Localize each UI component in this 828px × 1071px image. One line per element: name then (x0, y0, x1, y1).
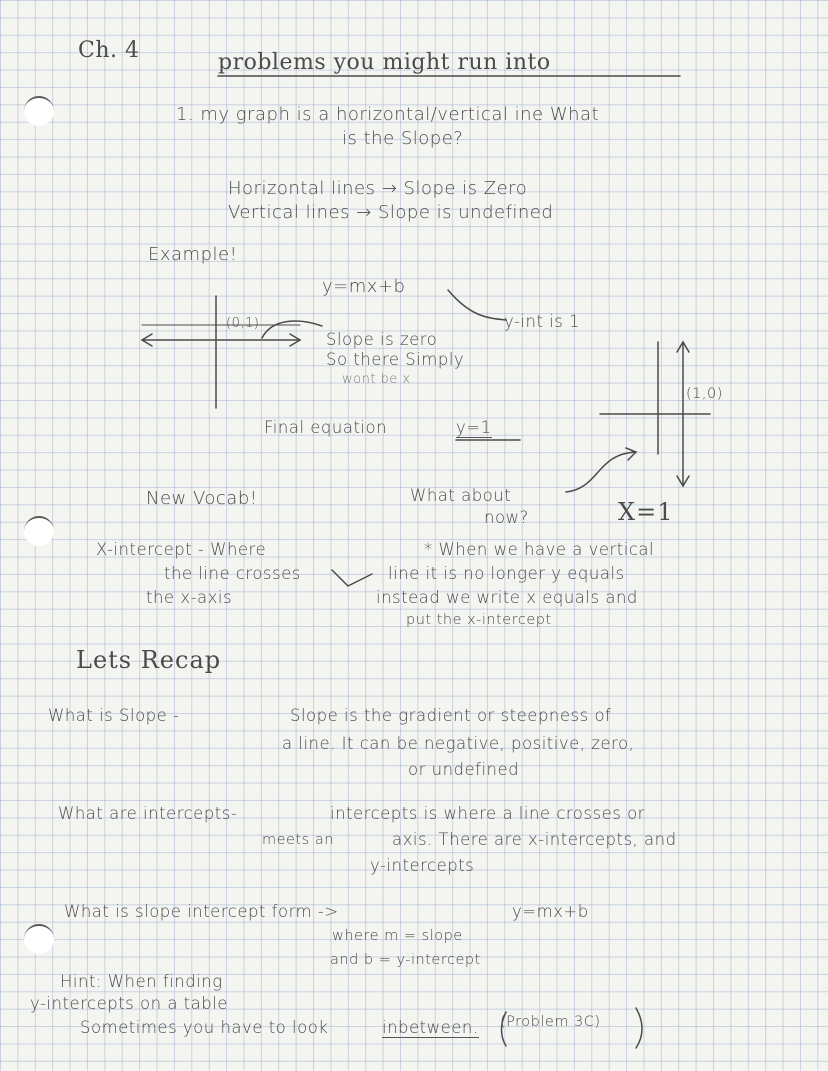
what-about-line-1: What about (410, 486, 512, 505)
vertical-line-down-arrowhead (677, 476, 689, 486)
vocab-line-2: the line crosses (164, 564, 301, 583)
hint-line-2: y-intercepts on a table (30, 994, 228, 1013)
x-axis-right-arrowhead (290, 334, 300, 346)
vertical-note-3: instead we write x equals and (376, 588, 638, 607)
what-about-arrow (566, 452, 636, 492)
vocab-heading: New Vocab! (146, 488, 258, 509)
intercepts-question: What are intercepts- (58, 804, 238, 823)
slope-answer-2: a line. It can be negative, positive, zero, (282, 734, 635, 753)
hint-line-3: Sometimes you have to look (80, 1018, 329, 1037)
point-to-slope-arrow (262, 321, 322, 338)
problem-reference: (Problem 3C) (500, 1014, 601, 1030)
intercepts-answer-4: y-intercepts (370, 856, 475, 875)
intercepts-answer-2: meets an (262, 832, 334, 848)
vertical-line-up-arrowhead (677, 342, 689, 352)
formula-to-yint-arrow (448, 290, 506, 320)
final-equation-label: Final equation (264, 418, 388, 437)
x-axis-left-arrowhead (142, 334, 152, 346)
question-1-line-1: 1. my graph is a horizontal/vertical ine What (176, 104, 600, 125)
binder-hole-2 (24, 516, 54, 546)
what-about-arrowhead (626, 448, 636, 460)
problem-close-paren (636, 1008, 642, 1048)
vertical-equation: X=1 (618, 498, 674, 526)
slope-intercept-equation: y=mx+b (512, 902, 589, 921)
point-label-1-0: (1,0) (686, 386, 723, 402)
what-about-line-2: now? (484, 508, 529, 527)
horizontal-rule: Horizontal lines → Slope is Zero (228, 178, 528, 199)
vertical-note-4: put the x-intercept (406, 612, 552, 628)
hint-line-1: Hint: When finding (60, 972, 223, 991)
slope-intercept-b: and b = y-intercept (330, 952, 481, 968)
intercepts-answer-1: intercepts is where a line crosses or (330, 804, 645, 823)
question-1-line-2: is the Slope? (342, 128, 464, 149)
example-label: Example! (148, 244, 238, 265)
slope-intercept-m: where m = slope (332, 928, 463, 944)
slope-intercept-question: What is slope intercept form -> (64, 902, 339, 921)
y-intercept-note: y-int is 1 (504, 312, 581, 331)
vocab-line-1: X-intercept - Where (96, 540, 267, 559)
hint-line-3b: inbetween. (382, 1018, 479, 1037)
intercepts-answer-3: axis. There are x-intercepts, and (392, 830, 677, 849)
recap-heading: Lets Recap (76, 646, 222, 674)
final-equation: y=1 (456, 418, 492, 437)
chapter-label: Ch. 4 (78, 38, 140, 63)
binder-hole-1 (24, 96, 54, 126)
slope-answer-1: Slope is the gradient or steepness of (290, 706, 612, 725)
slope-note-1: Slope is zero (326, 330, 438, 349)
vocab-to-note-arrow (332, 570, 372, 586)
vertical-rule: Vertical lines → Slope is undefined (228, 202, 554, 223)
point-label-0-1: (0,1) (226, 316, 260, 331)
slope-question: What is Slope - (48, 706, 180, 725)
formula: y=mx+b (322, 276, 406, 297)
vertical-note-2: line it is no longer y equals (388, 564, 625, 583)
vocab-line-3: the x-axis (146, 588, 233, 607)
binder-hole-3 (24, 924, 54, 954)
slope-answer-3: or undefined (408, 760, 520, 779)
page-title: problems you might run into (218, 50, 551, 75)
slope-note-2: So there Simply (326, 350, 465, 369)
slope-note-3: wont be x (342, 372, 411, 387)
vertical-note-1: * When we have a vertical (424, 540, 655, 559)
